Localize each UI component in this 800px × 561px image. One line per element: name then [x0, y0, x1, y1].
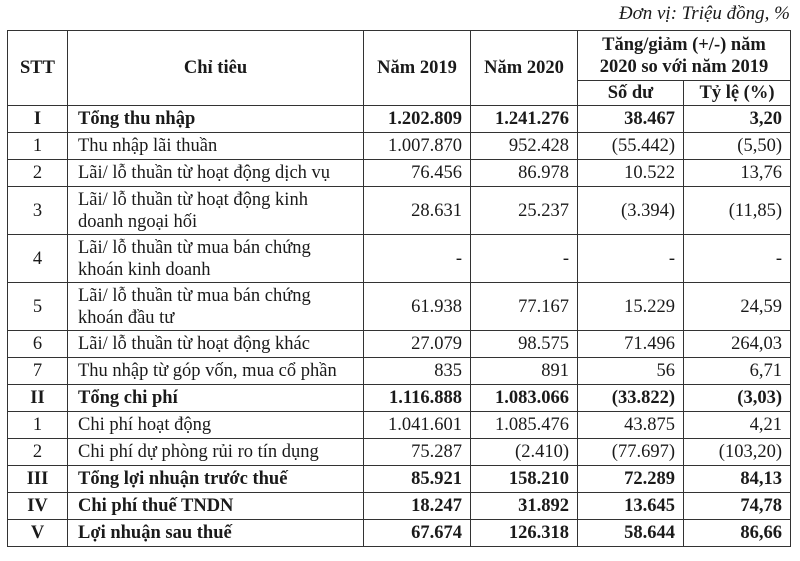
row-stt: I	[8, 106, 68, 133]
row-change-percent: 74,78	[684, 493, 791, 520]
row-year-2019: -	[364, 235, 471, 283]
table-body	[8, 106, 791, 547]
row-change-percent: (5,50)	[684, 133, 791, 160]
table-row	[8, 412, 791, 439]
row-stt: III	[8, 466, 68, 493]
row-year-2020: -	[471, 235, 578, 283]
table-row	[8, 106, 791, 133]
row-change-amount: 58.644	[578, 520, 684, 547]
row-year-2019: 1.116.888	[364, 385, 471, 412]
row-indicator: Lãi/ lỗ thuần từ mua bán chứng khoán kinh doanh	[68, 235, 364, 283]
row-year-2020: 1.085.476	[471, 412, 578, 439]
header-change-group: Tăng/giảm (+/-) năm 2020 so với năm 2019	[578, 31, 791, 81]
header-stt: STT	[8, 31, 68, 106]
table-row	[8, 187, 791, 235]
header-year-2019: Năm 2019	[364, 31, 471, 106]
row-change-percent: 6,71	[684, 358, 791, 385]
row-stt: 7	[8, 358, 68, 385]
table-row	[8, 160, 791, 187]
row-year-2019: 1.041.601	[364, 412, 471, 439]
table-row	[8, 385, 791, 412]
row-year-2019: 61.938	[364, 283, 471, 331]
row-change-amount: 72.289	[578, 466, 684, 493]
row-indicator: Chi phí thuế TNDN	[68, 493, 364, 520]
row-change-percent: 13,76	[684, 160, 791, 187]
row-year-2019: 18.247	[364, 493, 471, 520]
row-indicator: Chi phí dự phòng rủi ro tín dụng	[68, 439, 364, 466]
row-change-percent: 4,21	[684, 412, 791, 439]
header-change-percent: Tỷ lệ (%)	[684, 81, 791, 106]
row-year-2020: 25.237	[471, 187, 578, 235]
row-change-amount: 43.875	[578, 412, 684, 439]
row-stt: 2	[8, 439, 68, 466]
row-indicator: Lãi/ lỗ thuần từ hoạt động dịch vụ	[68, 160, 364, 187]
row-year-2019: 76.456	[364, 160, 471, 187]
row-indicator: Tổng chi phí	[68, 385, 364, 412]
row-change-amount: (33.822)	[578, 385, 684, 412]
table-row	[8, 133, 791, 160]
row-stt: II	[8, 385, 68, 412]
table-row	[8, 358, 791, 385]
row-change-amount: (3.394)	[578, 187, 684, 235]
row-change-amount: (77.697)	[578, 439, 684, 466]
table-row	[8, 520, 791, 547]
row-indicator: Lãi/ lỗ thuần từ hoạt động kinh doanh ngoại hối	[68, 187, 364, 235]
row-indicator: Lãi/ lỗ thuần từ mua bán chứng khoán đầu tư	[68, 283, 364, 331]
row-year-2020: 126.318	[471, 520, 578, 547]
row-change-amount: 13.645	[578, 493, 684, 520]
row-stt: 3	[8, 187, 68, 235]
header-year-2020: Năm 2020	[471, 31, 578, 106]
row-year-2020: 1.241.276	[471, 106, 578, 133]
row-indicator: Thu nhập lãi thuần	[68, 133, 364, 160]
row-change-percent: 3,20	[684, 106, 791, 133]
row-change-amount: 56	[578, 358, 684, 385]
row-stt: 5	[8, 283, 68, 331]
row-year-2020: 77.167	[471, 283, 578, 331]
row-change-percent: 264,03	[684, 331, 791, 358]
row-change-percent: (11,85)	[684, 187, 791, 235]
row-change-percent: 24,59	[684, 283, 791, 331]
row-stt: 4	[8, 235, 68, 283]
table-row	[8, 439, 791, 466]
row-year-2019: 835	[364, 358, 471, 385]
header-indicator: Chỉ tiêu	[68, 31, 364, 106]
row-year-2020: 86.978	[471, 160, 578, 187]
row-change-percent: 84,13	[684, 466, 791, 493]
row-change-amount: 38.467	[578, 106, 684, 133]
row-stt: 1	[8, 133, 68, 160]
row-year-2020: 98.575	[471, 331, 578, 358]
table-header	[8, 31, 791, 106]
row-year-2020: 952.428	[471, 133, 578, 160]
row-indicator: Chi phí hoạt động	[68, 412, 364, 439]
row-year-2020: 158.210	[471, 466, 578, 493]
header-change-amount: Số dư	[578, 81, 684, 106]
income-statement-table	[7, 30, 791, 547]
row-indicator: Thu nhập từ góp vốn, mua cổ phần	[68, 358, 364, 385]
table-row	[8, 283, 791, 331]
row-year-2019: 1.007.870	[364, 133, 471, 160]
row-year-2020: 31.892	[471, 493, 578, 520]
row-year-2020: 891	[471, 358, 578, 385]
row-indicator: Lãi/ lỗ thuần từ hoạt động khác	[68, 331, 364, 358]
row-change-percent: (3,03)	[684, 385, 791, 412]
row-change-percent: (103,20)	[684, 439, 791, 466]
row-year-2019: 67.674	[364, 520, 471, 547]
row-stt: IV	[8, 493, 68, 520]
table-row	[8, 493, 791, 520]
row-stt: 1	[8, 412, 68, 439]
row-indicator: Tổng thu nhập	[68, 106, 364, 133]
row-year-2019: 28.631	[364, 187, 471, 235]
row-change-percent: -	[684, 235, 791, 283]
row-change-percent: 86,66	[684, 520, 791, 547]
row-change-amount: -	[578, 235, 684, 283]
row-change-amount: 15.229	[578, 283, 684, 331]
row-year-2020: (2.410)	[471, 439, 578, 466]
row-change-amount: 10.522	[578, 160, 684, 187]
row-stt: 6	[8, 331, 68, 358]
row-year-2019: 85.921	[364, 466, 471, 493]
row-year-2019: 27.079	[364, 331, 471, 358]
table-row	[8, 466, 791, 493]
row-stt: 2	[8, 160, 68, 187]
row-year-2019: 75.287	[364, 439, 471, 466]
row-indicator: Lợi nhuận sau thuế	[68, 520, 364, 547]
unit-note: Đơn vị: Triệu đồng, %	[618, 3, 790, 24]
table-row	[8, 235, 791, 283]
row-year-2020: 1.083.066	[471, 385, 578, 412]
table-row	[8, 331, 791, 358]
row-change-amount: (55.442)	[578, 133, 684, 160]
row-change-amount: 71.496	[578, 331, 684, 358]
row-year-2019: 1.202.809	[364, 106, 471, 133]
row-indicator: Tổng lợi nhuận trước thuế	[68, 466, 364, 493]
row-stt: V	[8, 520, 68, 547]
